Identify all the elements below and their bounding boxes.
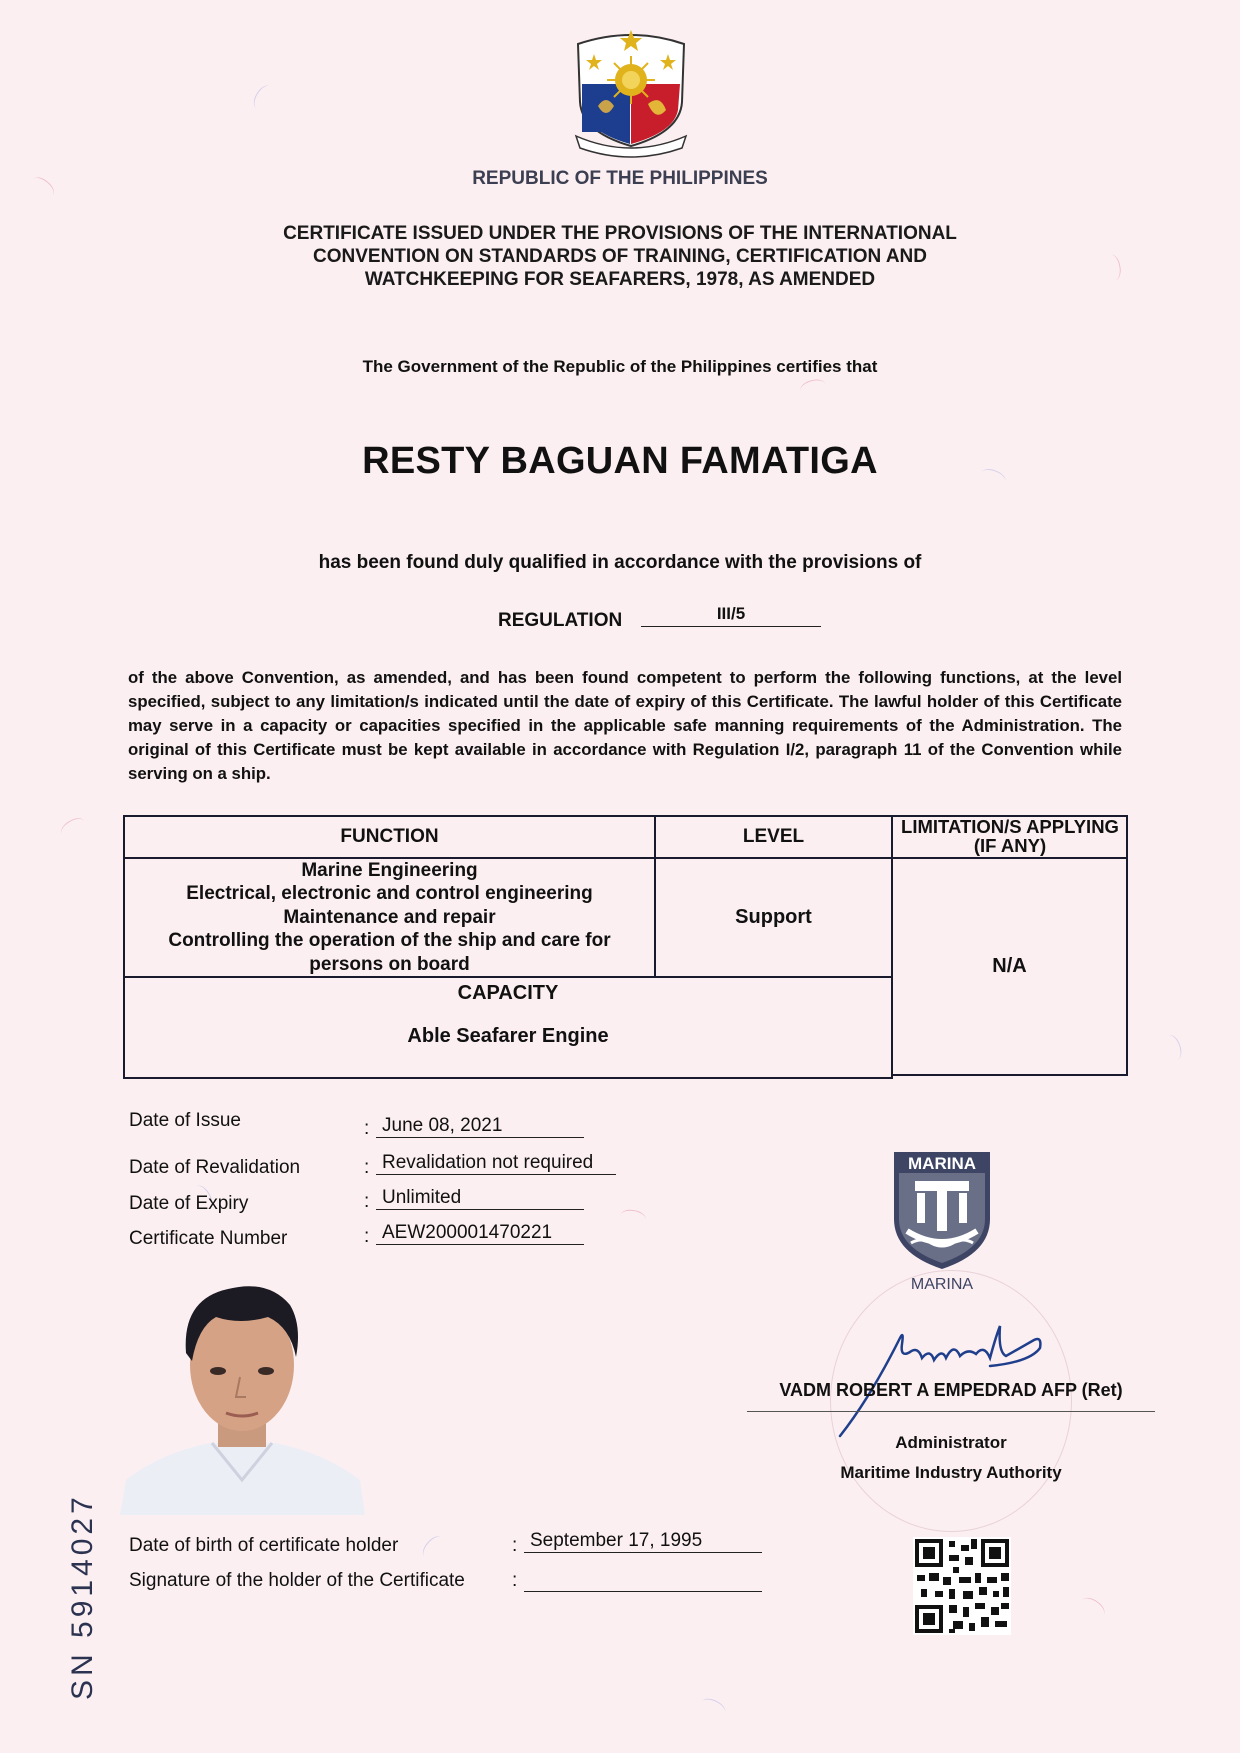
issue-colon: : — [364, 1118, 370, 1139]
function-cell — [125, 859, 654, 976]
marina-logo-icon — [891, 1149, 993, 1271]
heading-line: CONVENTION ON STANDARDS OF TRAINING, CERTIFICATION AND — [313, 246, 927, 267]
function-header: FUNCTION — [340, 826, 439, 847]
certificate-heading — [0, 222, 1240, 291]
administrator-signature — [830, 1318, 1060, 1438]
republic-title: REPUBLIC OF THE PHILIPPINES — [472, 168, 768, 189]
expiry-label: Date of Expiry — [129, 1193, 249, 1214]
level-value: Support — [735, 906, 812, 928]
certificate-number-colon: : — [364, 1226, 370, 1247]
revalidation-value: Revalidation not required — [376, 1152, 616, 1175]
expiry-value: Unlimited — [376, 1187, 584, 1210]
signatory-title-line: Maritime Industry Authority — [840, 1463, 1062, 1482]
paper-fiber — [1078, 1594, 1108, 1621]
functions-table — [123, 815, 1128, 1079]
paper-fiber — [58, 815, 88, 841]
paper-fiber — [250, 82, 276, 112]
philippine-seal-icon — [568, 24, 694, 160]
expiry-colon: : — [364, 1191, 370, 1212]
dob-label: Date of birth of certificate holder — [129, 1535, 399, 1556]
signature-colon: : — [512, 1570, 518, 1591]
capacity-value: Able Seafarer Engine — [407, 1024, 609, 1047]
issue-date-value: June 08, 2021 — [376, 1115, 584, 1138]
limitation-value: N/A — [992, 955, 1027, 977]
certificate-number-label: Certificate Number — [129, 1228, 288, 1249]
holder-signature-line — [524, 1568, 762, 1592]
issue-date-label: Date of Issue — [129, 1110, 241, 1131]
holder-name: RESTY BAGUAN FAMATIGA — [362, 440, 878, 482]
function-line: persons on board — [309, 953, 470, 975]
holder-signature-label: Signature of the holder of the Certificate — [129, 1570, 465, 1591]
capacity-header: CAPACITY — [457, 981, 559, 1004]
certifies-statement: The Government of the Republic of the Philippines certifies that — [362, 357, 878, 376]
regulation-value: III/5 — [641, 604, 821, 627]
table-border — [1126, 815, 1128, 1076]
revalidation-label: Date of Revalidation — [129, 1157, 301, 1178]
function-line: Electrical, electronic and control engineering — [186, 883, 593, 905]
function-line: Maintenance and repair — [283, 906, 496, 928]
marina-caption: MARINA — [910, 1276, 974, 1293]
paper-fiber — [619, 1208, 647, 1227]
heading-line: CERTIFICATE ISSUED UNDER THE PROVISIONS OF THE INTERNATIONAL — [283, 223, 957, 244]
paper-fiber — [419, 1533, 447, 1563]
qr-code-icon — [913, 1537, 1011, 1635]
marina-logo-text: MARINA — [908, 1154, 976, 1173]
dob-colon: : — [512, 1535, 518, 1556]
regulation-label: REGULATION — [498, 610, 623, 631]
function-line: Marine Engineering — [301, 859, 478, 881]
limitation-header: LIMITATION/S APPLYING (IF ANY) — [901, 816, 1119, 856]
level-header: LEVEL — [742, 826, 805, 847]
function-line: Controlling the operation of the ship and care for — [168, 930, 611, 952]
table-border — [123, 1077, 892, 1079]
paper-fiber — [799, 377, 828, 398]
qualified-statement: has been found duly qualified in accordance with the provisions of — [318, 552, 922, 573]
heading-line: WATCHKEEPING FOR SEAFARERS, 1978, AS AMENDED — [364, 269, 876, 290]
serial-number: SN 5914027 — [66, 1493, 99, 1700]
signatory-name: VADM ROBERT A EMPEDRAD AFP (Ret) — [747, 1380, 1155, 1412]
holder-photo — [120, 1265, 365, 1515]
signatory-title — [747, 1428, 1155, 1488]
dob-value: September 17, 1995 — [524, 1530, 762, 1553]
certificate-number-value: AEW200001470221 — [376, 1222, 584, 1245]
table-border — [892, 1074, 1128, 1076]
paper-fiber — [698, 1695, 728, 1720]
signatory-title-line: Administrator — [895, 1433, 1007, 1452]
convention-paragraph: of the above Convention, as amended, and has been found competent to perform the following functions, at the level specified, subject to any limitation/s indicated until the date of expiry of this Certificate. The lawful holder of this Certificate may serve in a capacity or capacities specified in the applicable safe manning requirements of the Administration. The original of this Certificate must be kept available in accordance with Regulation I/2, paragraph 11 of the Convention while serving on a ship. — [128, 668, 1122, 783]
paper-fiber — [1162, 1033, 1185, 1063]
revalidation-colon: : — [364, 1157, 370, 1178]
